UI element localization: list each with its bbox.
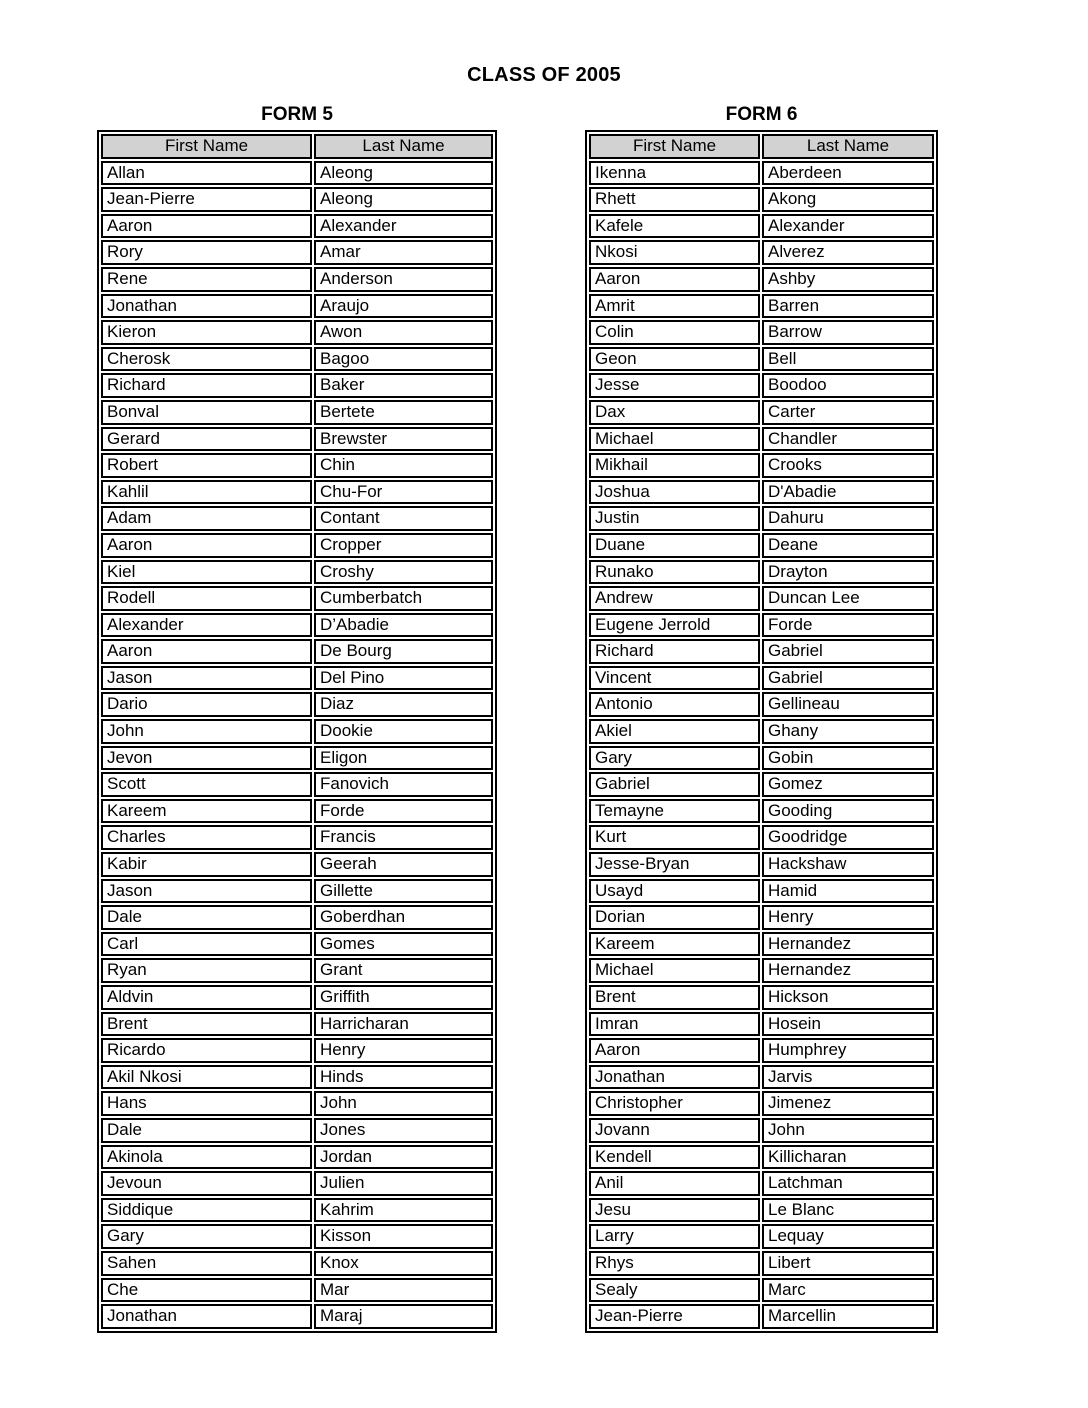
last-name-cell: Le Blanc: [762, 1198, 934, 1223]
first-name-cell: Aldvin: [101, 985, 312, 1010]
last-name-cell: Carter: [762, 400, 934, 425]
last-name-cell: Knox: [314, 1251, 493, 1276]
table-row: [589, 240, 934, 265]
first-name-cell: Ricardo: [101, 1038, 312, 1063]
last-name-cell: Goodridge: [762, 825, 934, 850]
table-row: [589, 427, 934, 452]
table-row: [589, 506, 934, 531]
first-name-cell: Jean-Pierre: [589, 1304, 760, 1329]
table-header-row: [589, 134, 934, 159]
first-name-cell: Joshua: [589, 480, 760, 505]
first-name-cell: Aaron: [589, 1038, 760, 1063]
first-name-cell: Imran: [589, 1012, 760, 1037]
table-row: [101, 958, 493, 983]
table-row: [589, 1304, 934, 1329]
last-name-cell: Akong: [762, 187, 934, 212]
table-row: [101, 905, 493, 930]
table-row: [589, 985, 934, 1010]
last-name-cell: Ashby: [762, 267, 934, 292]
table-row: [589, 400, 934, 425]
table-row: [101, 1224, 493, 1249]
table-row: [589, 905, 934, 930]
last-name-cell: Fanovich: [314, 772, 493, 797]
form6-heading: FORM 6: [725, 104, 798, 125]
first-name-cell: Kabir: [101, 852, 312, 877]
last-name-cell: Hamid: [762, 879, 934, 904]
table-row: [101, 400, 493, 425]
first-name-cell: Charles: [101, 825, 312, 850]
last-name-cell: Dahuru: [762, 506, 934, 531]
first-name-cell: Robert: [101, 453, 312, 478]
last-name-cell: Deane: [762, 533, 934, 558]
table-row: [589, 1171, 934, 1196]
table-row: [589, 746, 934, 771]
first-name-cell: Sealy: [589, 1278, 760, 1303]
first-name-cell: Jonathan: [101, 294, 312, 319]
first-name-cell: Jean-Pierre: [101, 187, 312, 212]
first-name-cell: Usayd: [589, 879, 760, 904]
last-name-cell: Hickson: [762, 985, 934, 1010]
last-name-cell: Henry: [314, 1038, 493, 1063]
last-name-cell: Barrow: [762, 320, 934, 345]
last-name-cell: Aleong: [314, 161, 493, 186]
first-name-cell: Rhett: [589, 187, 760, 212]
first-name-cell: Jesse: [589, 373, 760, 398]
last-name-cell: Killicharan: [762, 1145, 934, 1170]
last-name-cell: Hosein: [762, 1012, 934, 1037]
last-name-cell: Contant: [314, 506, 493, 531]
first-name-cell: Jovann: [589, 1118, 760, 1143]
first-name-cell: Aaron: [101, 639, 312, 664]
first-name-cell: Aaron: [101, 214, 312, 239]
form5-heading: FORM 5: [261, 104, 333, 125]
table-row: [101, 373, 493, 398]
table-row: [589, 453, 934, 478]
table-row: [101, 1065, 493, 1090]
form5-table-body: [101, 161, 493, 1329]
last-name-cell: Humphrey: [762, 1038, 934, 1063]
table-row: [101, 932, 493, 957]
last-name-cell: Latchman: [762, 1171, 934, 1196]
table-row: [589, 772, 934, 797]
first-name-cell: Ryan: [101, 958, 312, 983]
table-row: [589, 1224, 934, 1249]
last-name-cell: Gooding: [762, 799, 934, 824]
table-row: [101, 692, 493, 717]
table-row: [101, 187, 493, 212]
last-name-cell: Cumberbatch: [314, 586, 493, 611]
last-name-cell: Dookie: [314, 719, 493, 744]
table-row: [589, 480, 934, 505]
first-name-cell: Brent: [101, 1012, 312, 1037]
first-name-cell: Jason: [101, 879, 312, 904]
form6-table: [585, 130, 938, 1333]
table-row: [589, 879, 934, 904]
first-name-column-header: First Name: [589, 134, 760, 159]
last-name-cell: Crooks: [762, 453, 934, 478]
last-name-cell: Boodoo: [762, 373, 934, 398]
table-row: [589, 586, 934, 611]
table-row: [589, 825, 934, 850]
table-row: [589, 294, 934, 319]
first-name-cell: Kurt: [589, 825, 760, 850]
table-row: [589, 187, 934, 212]
table-row: [589, 799, 934, 824]
last-name-cell: Marc: [762, 1278, 934, 1303]
table-row: [101, 1198, 493, 1223]
last-name-column-header: Last Name: [762, 134, 934, 159]
first-name-cell: Kahlil: [101, 480, 312, 505]
first-name-cell: Che: [101, 1278, 312, 1303]
table-row: [101, 506, 493, 531]
first-name-cell: Kiel: [101, 560, 312, 585]
first-name-cell: Kieron: [101, 320, 312, 345]
first-name-cell: John: [101, 719, 312, 744]
last-name-cell: Cropper: [314, 533, 493, 558]
table-row: [589, 1038, 934, 1063]
form6-section: [585, 105, 938, 1333]
table-row: [101, 879, 493, 904]
first-name-cell: Akiel: [589, 719, 760, 744]
first-name-cell: Kafele: [589, 214, 760, 239]
first-name-cell: Anil: [589, 1171, 760, 1196]
first-name-cell: Allan: [101, 161, 312, 186]
first-name-cell: Akil Nkosi: [101, 1065, 312, 1090]
last-name-cell: Gomes: [314, 932, 493, 957]
last-name-cell: Jimenez: [762, 1091, 934, 1116]
first-name-cell: Geon: [589, 347, 760, 372]
last-name-cell: Hinds: [314, 1065, 493, 1090]
last-name-cell: Barren: [762, 294, 934, 319]
first-name-cell: Cherosk: [101, 347, 312, 372]
table-row: [101, 267, 493, 292]
table-row: [589, 560, 934, 585]
first-name-cell: Dale: [101, 1118, 312, 1143]
last-name-cell: Harricharan: [314, 1012, 493, 1037]
last-name-cell: Awon: [314, 320, 493, 345]
last-name-cell: Hackshaw: [762, 852, 934, 877]
table-row: [589, 320, 934, 345]
table-row: [101, 1145, 493, 1170]
table-row: [589, 373, 934, 398]
last-name-column-header: Last Name: [314, 134, 493, 159]
first-name-cell: Kareem: [101, 799, 312, 824]
table-row: [101, 294, 493, 319]
last-name-cell: Gellineau: [762, 692, 934, 717]
table-row: [589, 533, 934, 558]
table-row: [101, 347, 493, 372]
first-name-cell: Jonathan: [589, 1065, 760, 1090]
first-name-cell: Jevon: [101, 746, 312, 771]
table-row: [101, 772, 493, 797]
table-row: [589, 932, 934, 957]
table-row: [589, 1091, 934, 1116]
first-name-cell: Carl: [101, 932, 312, 957]
last-name-cell: Grant: [314, 958, 493, 983]
last-name-cell: Hernandez: [762, 932, 934, 957]
first-name-cell: Jason: [101, 666, 312, 691]
page-title: CLASS OF 2005: [467, 64, 621, 86]
last-name-cell: Del Pino: [314, 666, 493, 691]
table-row: [589, 1145, 934, 1170]
last-name-cell: Baker: [314, 373, 493, 398]
last-name-cell: Jones: [314, 1118, 493, 1143]
last-name-cell: Ghany: [762, 719, 934, 744]
first-name-cell: Christopher: [589, 1091, 760, 1116]
first-name-cell: Gerard: [101, 427, 312, 452]
last-name-cell: Chu-For: [314, 480, 493, 505]
last-name-cell: Gobin: [762, 746, 934, 771]
first-name-cell: Rene: [101, 267, 312, 292]
last-name-cell: Gabriel: [762, 639, 934, 664]
table-row: [101, 453, 493, 478]
first-name-cell: Jesu: [589, 1198, 760, 1223]
first-name-cell: Richard: [589, 639, 760, 664]
table-row: [101, 480, 493, 505]
table-row: [101, 214, 493, 239]
first-name-cell: Nkosi: [589, 240, 760, 265]
table-row: [101, 240, 493, 265]
first-name-cell: Ikenna: [589, 161, 760, 186]
last-name-cell: Marcellin: [762, 1304, 934, 1329]
first-name-cell: Dorian: [589, 905, 760, 930]
last-name-cell: Kisson: [314, 1224, 493, 1249]
first-name-cell: Gary: [589, 746, 760, 771]
first-name-cell: Aaron: [589, 267, 760, 292]
table-row: [589, 613, 934, 638]
last-name-cell: Brewster: [314, 427, 493, 452]
first-name-cell: Gabriel: [589, 772, 760, 797]
first-name-cell: Mikhail: [589, 453, 760, 478]
last-name-cell: Libert: [762, 1251, 934, 1276]
last-name-cell: Jordan: [314, 1145, 493, 1170]
last-name-cell: Geerah: [314, 852, 493, 877]
table-row: [589, 161, 934, 186]
table-row: [101, 1091, 493, 1116]
last-name-cell: Julien: [314, 1171, 493, 1196]
table-row: [101, 1012, 493, 1037]
first-name-cell: Antonio: [589, 692, 760, 717]
table-row: [101, 161, 493, 186]
first-name-cell: Kendell: [589, 1145, 760, 1170]
last-name-cell: Bagoo: [314, 347, 493, 372]
first-name-cell: Dax: [589, 400, 760, 425]
table-row: [589, 958, 934, 983]
last-name-cell: Gabriel: [762, 666, 934, 691]
form6-table-body: [589, 161, 934, 1329]
last-name-cell: Forde: [314, 799, 493, 824]
last-name-cell: D'Abadie: [762, 480, 934, 505]
first-name-cell: Hans: [101, 1091, 312, 1116]
table-row: [101, 639, 493, 664]
table-row: [101, 533, 493, 558]
table-row: [101, 1251, 493, 1276]
table-row: [589, 267, 934, 292]
last-name-cell: Croshy: [314, 560, 493, 585]
last-name-cell: Eligon: [314, 746, 493, 771]
first-name-cell: Akinola: [101, 1145, 312, 1170]
first-name-cell: Duane: [589, 533, 760, 558]
last-name-cell: Aleong: [314, 187, 493, 212]
table-row: [101, 1171, 493, 1196]
first-name-cell: Rhys: [589, 1251, 760, 1276]
last-name-cell: Kahrim: [314, 1198, 493, 1223]
table-row: [101, 560, 493, 585]
first-name-cell: Aaron: [101, 533, 312, 558]
first-name-cell: Rodell: [101, 586, 312, 611]
last-name-cell: Mar: [314, 1278, 493, 1303]
last-name-cell: Griffith: [314, 985, 493, 1010]
table-row: [589, 214, 934, 239]
table-row: [101, 1304, 493, 1329]
last-name-cell: Duncan Lee: [762, 586, 934, 611]
first-name-column-header: First Name: [101, 134, 312, 159]
table-row: [589, 639, 934, 664]
last-name-cell: Chandler: [762, 427, 934, 452]
first-name-cell: Colin: [589, 320, 760, 345]
table-row: [589, 1251, 934, 1276]
table-row: [101, 613, 493, 638]
first-name-cell: Jesse-Bryan: [589, 852, 760, 877]
last-name-cell: John: [314, 1091, 493, 1116]
last-name-cell: Francis: [314, 825, 493, 850]
table-row: [589, 852, 934, 877]
last-name-cell: Henry: [762, 905, 934, 930]
table-row: [101, 852, 493, 877]
form5-section: [97, 105, 497, 1333]
first-name-cell: Scott: [101, 772, 312, 797]
table-row: [101, 586, 493, 611]
last-name-cell: John: [762, 1118, 934, 1143]
last-name-cell: Bertete: [314, 400, 493, 425]
table-row: [101, 666, 493, 691]
first-name-cell: Runako: [589, 560, 760, 585]
table-row: [589, 347, 934, 372]
table-row: [101, 1278, 493, 1303]
table-header-row: [101, 134, 493, 159]
last-name-cell: Goberdhan: [314, 905, 493, 930]
last-name-cell: Gillette: [314, 879, 493, 904]
table-row: [589, 1198, 934, 1223]
table-row: [101, 320, 493, 345]
last-name-cell: Lequay: [762, 1224, 934, 1249]
first-name-cell: Kareem: [589, 932, 760, 957]
table-row: [101, 719, 493, 744]
last-name-cell: Hernandez: [762, 958, 934, 983]
table-row: [101, 1038, 493, 1063]
table-row: [589, 692, 934, 717]
last-name-cell: Alverez: [762, 240, 934, 265]
last-name-cell: Aberdeen: [762, 161, 934, 186]
last-name-cell: Chin: [314, 453, 493, 478]
first-name-cell: Michael: [589, 427, 760, 452]
first-name-cell: Andrew: [589, 586, 760, 611]
first-name-cell: Dario: [101, 692, 312, 717]
last-name-cell: Drayton: [762, 560, 934, 585]
table-row: [101, 746, 493, 771]
first-name-cell: Alexander: [101, 613, 312, 638]
first-name-cell: Brent: [589, 985, 760, 1010]
first-name-cell: Jevoun: [101, 1171, 312, 1196]
table-row: [589, 1118, 934, 1143]
first-name-cell: Temayne: [589, 799, 760, 824]
table-row: [101, 985, 493, 1010]
last-name-cell: Diaz: [314, 692, 493, 717]
last-name-cell: Alexander: [762, 214, 934, 239]
first-name-cell: Justin: [589, 506, 760, 531]
last-name-cell: Maraj: [314, 1304, 493, 1329]
form5-table: [97, 130, 497, 1333]
table-row: [589, 1278, 934, 1303]
last-name-cell: D’Abadie: [314, 613, 493, 638]
table-row: [589, 1012, 934, 1037]
table-row: [101, 427, 493, 452]
last-name-cell: Gomez: [762, 772, 934, 797]
first-name-cell: Vincent: [589, 666, 760, 691]
table-row: [589, 666, 934, 691]
first-name-cell: Siddique: [101, 1198, 312, 1223]
last-name-cell: De Bourg: [314, 639, 493, 664]
first-name-cell: Michael: [589, 958, 760, 983]
first-name-cell: Amrit: [589, 294, 760, 319]
last-name-cell: Araujo: [314, 294, 493, 319]
first-name-cell: Rory: [101, 240, 312, 265]
first-name-cell: Dale: [101, 905, 312, 930]
last-name-cell: Forde: [762, 613, 934, 638]
table-row: [101, 1118, 493, 1143]
first-name-cell: Jonathan: [101, 1304, 312, 1329]
first-name-cell: Eugene Jerrold: [589, 613, 760, 638]
first-name-cell: Larry: [589, 1224, 760, 1249]
first-name-cell: Bonval: [101, 400, 312, 425]
last-name-cell: Amar: [314, 240, 493, 265]
table-row: [101, 799, 493, 824]
last-name-cell: Alexander: [314, 214, 493, 239]
last-name-cell: Anderson: [314, 267, 493, 292]
table-row: [589, 1065, 934, 1090]
first-name-cell: Adam: [101, 506, 312, 531]
table-row: [589, 719, 934, 744]
last-name-cell: Bell: [762, 347, 934, 372]
first-name-cell: Sahen: [101, 1251, 312, 1276]
table-row: [101, 825, 493, 850]
first-name-cell: Richard: [101, 373, 312, 398]
first-name-cell: Gary: [101, 1224, 312, 1249]
last-name-cell: Jarvis: [762, 1065, 934, 1090]
